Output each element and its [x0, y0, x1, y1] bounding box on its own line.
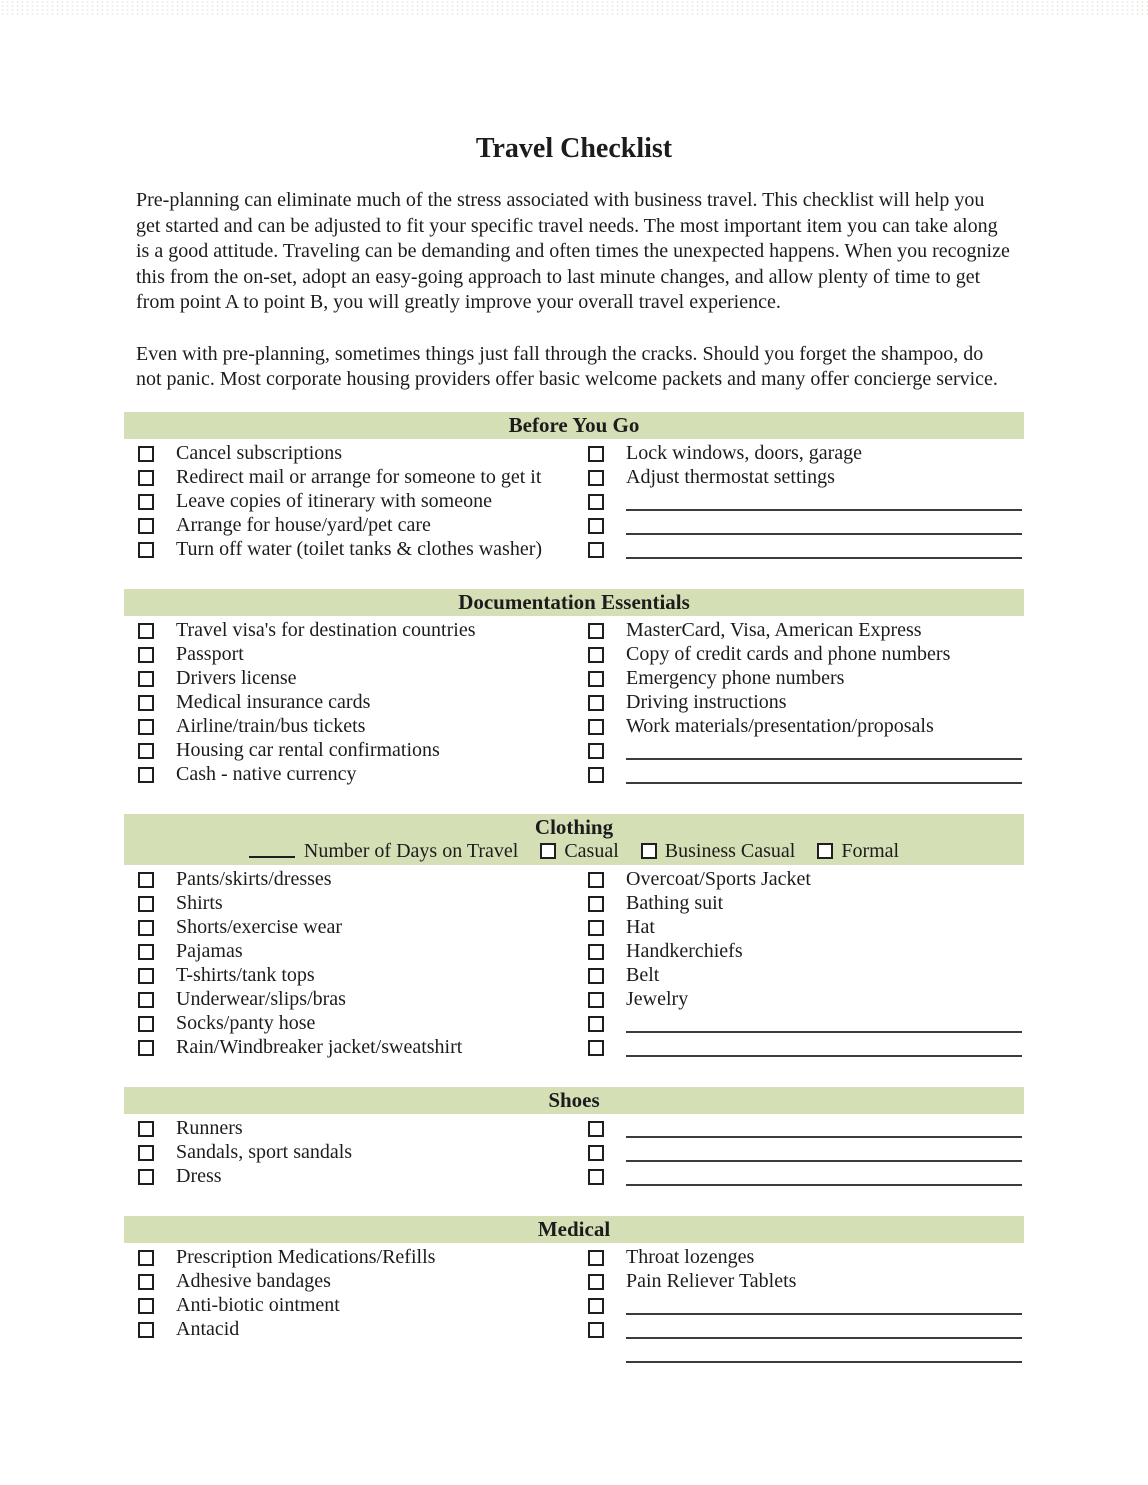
checklist-row: [124, 868, 574, 892]
checklist-row: [574, 691, 1024, 715]
left-column: [124, 1117, 574, 1189]
checkbox[interactable]: [138, 1250, 154, 1266]
checkbox[interactable]: [138, 1040, 154, 1056]
section-title: Medical: [537, 1216, 611, 1241]
checkbox[interactable]: [138, 968, 154, 984]
item-label: Belt: [626, 964, 660, 986]
checkbox[interactable]: [138, 494, 154, 510]
checkbox[interactable]: [588, 542, 604, 558]
item-label: Prescription Medications/Refills: [176, 1246, 436, 1268]
right-column: [574, 1117, 1024, 1189]
checklist-row: [574, 490, 1024, 514]
checkbox[interactable]: [588, 695, 604, 711]
checklist-row: [574, 940, 1024, 964]
item-label: Turn off water (toilet tanks & clothes washer): [176, 538, 543, 560]
checkbox[interactable]: [588, 518, 604, 534]
checklist-row: [574, 538, 1024, 562]
item-label: Shorts/exercise wear: [176, 916, 343, 938]
checkbox[interactable]: [588, 920, 604, 936]
checklist-row: [124, 739, 574, 763]
section-shoes: [124, 1087, 1024, 1189]
item-label: Passport: [176, 643, 244, 665]
section-before-you-go: [124, 412, 1024, 562]
checkbox[interactable]: [138, 1298, 154, 1314]
checklist-row: [124, 763, 574, 787]
checkbox[interactable]: [588, 767, 604, 783]
checkbox[interactable]: [138, 743, 154, 759]
item-label: Adhesive bandages: [176, 1270, 331, 1292]
item-label: T-shirts/tank tops: [176, 964, 315, 986]
checkbox[interactable]: [588, 647, 604, 663]
section-title: Clothing: [534, 814, 614, 839]
checkbox[interactable]: [138, 767, 154, 783]
checkbox[interactable]: [588, 1298, 604, 1314]
checkbox[interactable]: [588, 1016, 604, 1032]
item-label: Adjust thermostat settings: [626, 466, 835, 488]
section-documentation-essentials: [124, 589, 1024, 787]
item-label: Bathing suit: [626, 892, 724, 914]
checklist-row: [574, 514, 1024, 538]
item-label: Underwear/slips/bras: [176, 988, 346, 1010]
section-title: Shoes: [548, 1087, 600, 1112]
item-label: Airline/train/bus tickets: [176, 715, 366, 737]
section-title: Before You Go: [508, 412, 640, 437]
item-label: Runners: [176, 1117, 243, 1139]
item-label: Cash - native currency: [176, 763, 357, 785]
checklist-row: [124, 940, 574, 964]
checklist-row: [574, 1246, 1024, 1270]
checkbox[interactable]: [138, 623, 154, 639]
checkbox[interactable]: [138, 719, 154, 735]
item-label: Handkerchiefs: [626, 940, 743, 962]
checklist-row: [574, 892, 1024, 916]
checklist-row: [574, 916, 1024, 940]
left-column: [124, 1246, 574, 1366]
left-column: [124, 868, 574, 1060]
intro-paragraph-1: Pre-planning can eliminate much of the stress associated with business travel. This checklist will help you get started and can be adjusted to fit your specific travel needs. The most important item you can take along is a good attitude. Traveling can be demanding and often times the unexpected happens. When you recognize this from the on-set, adopt an easy-going approach to last minute changes, and allow plenty of time to get from point A to point B, you will greatly improve your overall travel experience.: [136, 189, 1010, 313]
checkbox[interactable]: [588, 968, 604, 984]
intro-paragraph-2: Even with pre-planning, sometimes things just fall through the cracks. Should you forget the shampoo, do not panic. Most corporate housing providers offer basic welcome packets and many offer concierge service.: [136, 342, 998, 390]
checkbox[interactable]: [138, 647, 154, 663]
section-body: [124, 442, 1024, 562]
write-in-line[interactable]: [626, 1313, 1022, 1315]
checklist-row: [124, 1036, 574, 1060]
checklist-row: [574, 643, 1024, 667]
checklist-row: [124, 667, 574, 691]
item-label: Throat lozenges: [626, 1246, 755, 1268]
option-label-casual: Casual: [564, 839, 619, 862]
section-clothing: [124, 814, 1024, 1060]
checkbox[interactable]: [588, 1169, 604, 1185]
checklist-row: [124, 964, 574, 988]
item-label: Housing car rental confirmations: [176, 739, 440, 761]
write-in-line[interactable]: [626, 758, 1022, 760]
days-write-in-line[interactable]: [249, 844, 295, 858]
item-label: Antacid: [176, 1318, 240, 1340]
checkbox[interactable]: [138, 872, 154, 888]
section-body: [124, 619, 1024, 787]
item-label: Emergency phone numbers: [626, 667, 845, 689]
item-label: Anti-biotic ointment: [176, 1294, 340, 1316]
checkbox[interactable]: [138, 1169, 154, 1185]
checkbox[interactable]: [138, 446, 154, 462]
checklist-row: [574, 1012, 1024, 1036]
item-label: Cancel subscriptions: [176, 442, 343, 464]
write-in-line[interactable]: [626, 1184, 1022, 1186]
checkbox[interactable]: [588, 992, 604, 1008]
checklist-row: [124, 643, 574, 667]
checklist-row: [574, 1117, 1024, 1141]
item-label: Leave copies of itinerary with someone: [176, 490, 492, 512]
checklist-row: [124, 988, 574, 1012]
item-label: Dress: [176, 1165, 222, 1187]
checkbox[interactable]: [138, 1322, 154, 1338]
write-in-line[interactable]: [626, 1136, 1022, 1138]
item-label: Jewelry: [626, 988, 689, 1010]
section-header-shoes: [124, 1087, 1024, 1114]
checklist-row: [574, 442, 1024, 466]
write-in-line[interactable]: [626, 1160, 1022, 1162]
section-title: Documentation Essentials: [458, 589, 690, 614]
left-column: [124, 619, 574, 787]
item-label: Arrange for house/yard/pet care: [176, 514, 431, 536]
write-in-line[interactable]: [626, 1337, 1022, 1339]
checklist-row: [124, 1318, 574, 1342]
checklist-row: [124, 1270, 574, 1294]
checklist-row: [574, 1036, 1024, 1060]
page-title: Travel Checklist: [475, 133, 673, 164]
checkbox[interactable]: [138, 1121, 154, 1137]
checkbox[interactable]: [138, 920, 154, 936]
checklist-row: [124, 538, 574, 562]
item-label: Travel visa's for destination countries: [176, 619, 476, 641]
item-label: Pants/skirts/dresses: [176, 868, 332, 890]
checklist-row: [574, 763, 1024, 787]
checklist-row: [574, 1294, 1024, 1318]
item-label: Work materials/presentation/proposals: [626, 715, 934, 737]
checklist-row: [124, 514, 574, 538]
section-body: [124, 1117, 1024, 1189]
checkbox[interactable]: [138, 542, 154, 558]
checkbox[interactable]: [588, 1121, 604, 1137]
write-in-line[interactable]: [626, 509, 1022, 511]
item-label: Pain Reliever Tablets: [626, 1270, 797, 1292]
checklist-row: [574, 868, 1024, 892]
right-column: [574, 868, 1024, 1060]
checklist-row: [124, 1117, 574, 1141]
item-label: Copy of credit cards and phone numbers: [626, 643, 951, 665]
write-in-line[interactable]: [626, 782, 1022, 784]
item-label: Socks/panty hose: [176, 1012, 316, 1034]
checklist-row: [574, 715, 1024, 739]
checklist-row: [574, 964, 1024, 988]
item-label: Hat: [626, 916, 655, 938]
checklist-row: [574, 1165, 1024, 1189]
checkbox[interactable]: [588, 1322, 604, 1338]
checklist-row: [574, 1342, 1024, 1366]
checklist-row: [574, 1318, 1024, 1342]
checkbox-casual[interactable]: [540, 843, 556, 859]
section-header-medical: [124, 1216, 1024, 1243]
checkbox[interactable]: [138, 470, 154, 486]
checkbox[interactable]: [588, 896, 604, 912]
item-label: Overcoat/Sports Jacket: [626, 868, 811, 890]
checkbox[interactable]: [588, 872, 604, 888]
checklist-row: [574, 1141, 1024, 1165]
item-label: Drivers license: [176, 667, 297, 689]
sections: [124, 412, 1024, 1366]
checklist-row: [574, 739, 1024, 763]
item-label: Redirect mail or arrange for someone to get it: [176, 466, 542, 488]
option-label-formal: Formal: [841, 839, 900, 862]
option-label-business-casual: Business Casual: [664, 839, 796, 862]
checkbox[interactable]: [138, 896, 154, 912]
write-in-line[interactable]: [626, 557, 1022, 559]
checklist-row: [124, 691, 574, 715]
checklist-row: [124, 1012, 574, 1036]
write-in-line[interactable]: [626, 1361, 1022, 1363]
item-label: Shirts: [176, 892, 223, 914]
checkbox[interactable]: [588, 743, 604, 759]
clothing-subheader: [124, 839, 1024, 863]
checklist-row: [124, 490, 574, 514]
checkbox[interactable]: [138, 695, 154, 711]
checkbox[interactable]: [588, 1145, 604, 1161]
checklist-row: [124, 1246, 574, 1270]
checklist-row: [124, 442, 574, 466]
checkbox[interactable]: [588, 1040, 604, 1056]
checklist-row: [124, 619, 574, 643]
item-label: Medical insurance cards: [176, 691, 371, 713]
checkbox[interactable]: [138, 992, 154, 1008]
checkbox-business-casual[interactable]: [641, 843, 657, 859]
checkbox[interactable]: [588, 470, 604, 486]
section-header-clothing: [124, 814, 1024, 865]
checkbox[interactable]: [588, 719, 604, 735]
item-label: Lock windows, doors, garage: [626, 442, 863, 464]
checkbox[interactable]: [588, 494, 604, 510]
write-in-line[interactable]: [626, 1031, 1022, 1033]
checkbox[interactable]: [588, 446, 604, 462]
checklist-row: [124, 892, 574, 916]
checklist-row: [124, 1294, 574, 1318]
checkbox[interactable]: [138, 1145, 154, 1161]
checklist-row: [124, 466, 574, 490]
item-label: MasterCard, Visa, American Express: [626, 619, 922, 641]
checkbox[interactable]: [138, 1016, 154, 1032]
scan-noise-strip: [0, 0, 1148, 16]
write-in-line[interactable]: [626, 1055, 1022, 1057]
checklist-row: [124, 715, 574, 739]
checkbox[interactable]: [588, 623, 604, 639]
checkbox-formal[interactable]: [817, 843, 833, 859]
checklist-row: [574, 988, 1024, 1012]
write-in-line[interactable]: [626, 533, 1022, 535]
checkbox[interactable]: [588, 671, 604, 687]
section-body: [124, 1246, 1024, 1366]
days-label: Number of Days on Travel: [303, 839, 519, 862]
left-column: [124, 442, 574, 562]
checklist-row: [574, 1270, 1024, 1294]
section-header-documentation-essentials: [124, 589, 1024, 616]
checklist-row: [124, 1141, 574, 1165]
checklist-row: [574, 466, 1024, 490]
right-column: [574, 442, 1024, 562]
checklist-row: [574, 667, 1024, 691]
right-column: [574, 619, 1024, 787]
section-medical: [124, 1216, 1024, 1366]
right-column: [574, 1246, 1024, 1366]
item-label: Rain/Windbreaker jacket/sweatshirt: [176, 1036, 463, 1058]
checkbox[interactable]: [588, 944, 604, 960]
checkbox[interactable]: [588, 1250, 604, 1266]
checkbox[interactable]: [138, 944, 154, 960]
item-label: Sandals, sport sandals: [176, 1141, 353, 1163]
checkbox[interactable]: [138, 671, 154, 687]
section-header-before-you-go: [124, 412, 1024, 439]
checkbox[interactable]: [588, 1274, 604, 1290]
checklist-row: [124, 1165, 574, 1189]
checklist-row: [124, 916, 574, 940]
checkbox[interactable]: [138, 1274, 154, 1290]
checklist-row: [574, 619, 1024, 643]
section-body: [124, 868, 1024, 1060]
item-label: Driving instructions: [626, 691, 787, 713]
item-label: Pajamas: [176, 940, 243, 962]
checkbox[interactable]: [138, 518, 154, 534]
